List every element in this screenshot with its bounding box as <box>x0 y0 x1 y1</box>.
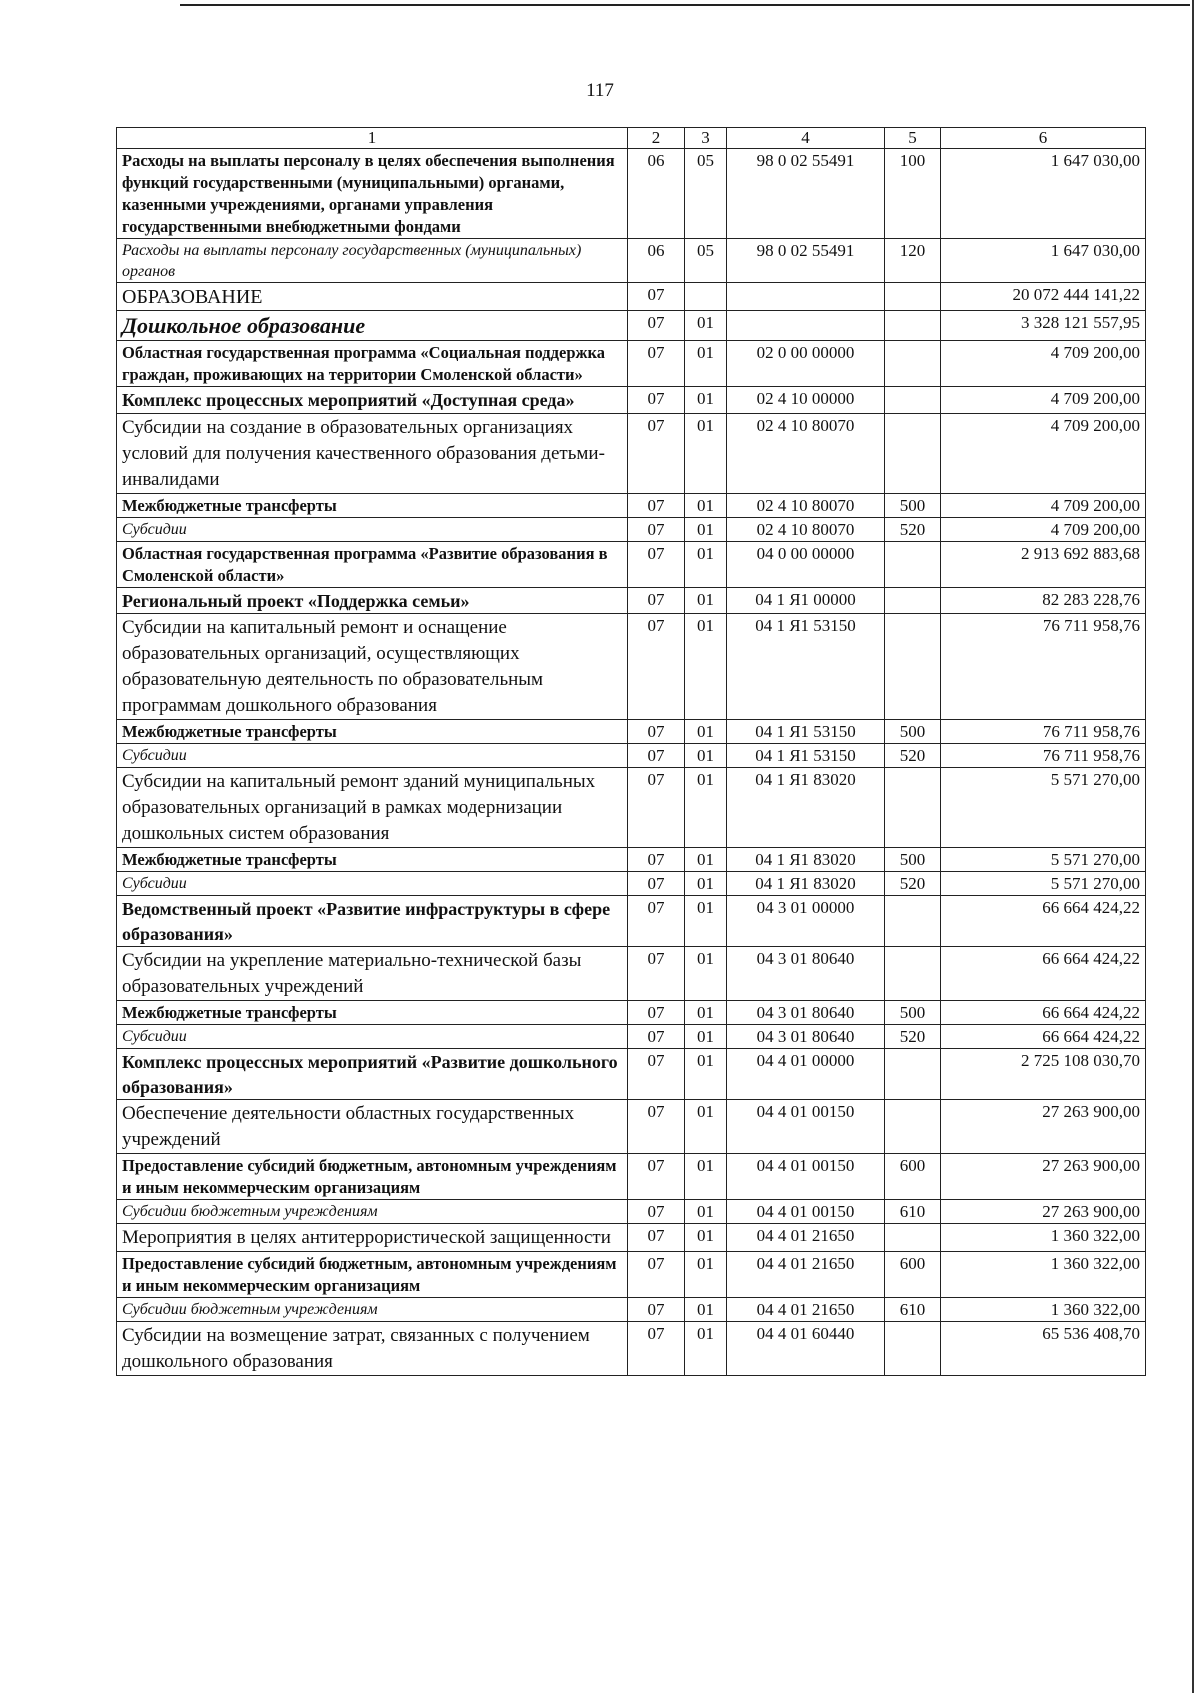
row-amount-cell: 1 360 322,00 <box>941 1298 1146 1322</box>
row-expense-type-cell: 500 <box>885 720 941 744</box>
row-amount-cell: 5 571 270,00 <box>941 872 1146 896</box>
budget-table <box>116 127 1146 1376</box>
row-name-cell: Субсидии бюджетным учреждениям <box>117 1200 628 1224</box>
row-amount-cell: 4 709 200,00 <box>941 493 1146 517</box>
row-subsection-cell: 01 <box>685 1200 727 1224</box>
header-col-6: 6 <box>941 128 1146 149</box>
row-expense-type-cell <box>885 947 941 1001</box>
row-subsection-cell: 01 <box>685 587 727 614</box>
table-row <box>117 947 1146 1001</box>
row-subsection-cell: 01 <box>685 1298 727 1322</box>
row-amount-cell: 27 263 900,00 <box>941 1154 1146 1200</box>
row-amount-cell: 66 664 424,22 <box>941 947 1146 1001</box>
table-row <box>117 493 1146 517</box>
scan-top-edge <box>180 4 1190 6</box>
row-section-cell: 07 <box>628 1100 685 1154</box>
row-target-article-cell: 98 0 02 55491 <box>727 149 885 239</box>
row-expense-type-cell: 500 <box>885 848 941 872</box>
row-target-article-cell: 02 4 10 80070 <box>727 413 885 493</box>
row-name-cell: Региональный проект «Поддержка семьи» <box>117 587 628 614</box>
row-target-article-cell: 02 4 10 80070 <box>727 493 885 517</box>
row-amount-cell: 1 360 322,00 <box>941 1252 1146 1298</box>
row-name-cell: Ведомственный проект «Развитие инфраструктуры в сфере образования» <box>117 896 628 947</box>
row-subsection-cell: 01 <box>685 614 727 720</box>
row-target-article-cell: 04 1 Я1 53150 <box>727 744 885 768</box>
table-row <box>117 872 1146 896</box>
row-name-cell: Субсидии <box>117 1025 628 1049</box>
row-target-article-cell: 04 1 Я1 53150 <box>727 720 885 744</box>
row-section-cell: 07 <box>628 283 685 311</box>
table-row <box>117 614 1146 720</box>
row-subsection-cell: 01 <box>685 896 727 947</box>
row-amount-cell: 1 647 030,00 <box>941 239 1146 283</box>
row-subsection-cell <box>685 283 727 311</box>
row-target-article-cell: 04 4 01 00150 <box>727 1200 885 1224</box>
row-name-cell: Областная государственная программа «Развитие образования в Смоленской области» <box>117 541 628 587</box>
row-target-article-cell: 04 4 01 21650 <box>727 1298 885 1322</box>
row-section-cell: 07 <box>628 896 685 947</box>
row-amount-cell: 3 328 121 557,95 <box>941 311 1146 341</box>
row-target-article-cell: 04 1 Я1 00000 <box>727 587 885 614</box>
row-target-article-cell: 04 3 01 80640 <box>727 1025 885 1049</box>
table-row <box>117 1322 1146 1376</box>
row-section-cell: 07 <box>628 311 685 341</box>
row-section-cell: 07 <box>628 947 685 1001</box>
row-section-cell: 07 <box>628 1252 685 1298</box>
row-subsection-cell: 01 <box>685 493 727 517</box>
row-subsection-cell: 01 <box>685 947 727 1001</box>
row-expense-type-cell <box>885 896 941 947</box>
row-section-cell: 07 <box>628 872 685 896</box>
row-subsection-cell: 01 <box>685 872 727 896</box>
row-amount-cell: 27 263 900,00 <box>941 1200 1146 1224</box>
row-target-article-cell: 02 4 10 80070 <box>727 517 885 541</box>
table-row <box>117 1154 1146 1200</box>
row-section-cell: 07 <box>628 1154 685 1200</box>
row-name-cell: Субсидии <box>117 744 628 768</box>
row-amount-cell: 76 711 958,76 <box>941 720 1146 744</box>
scan-right-edge <box>1192 0 1194 1693</box>
row-name-cell: Субсидии <box>117 517 628 541</box>
row-subsection-cell: 01 <box>685 1001 727 1025</box>
row-expense-type-cell <box>885 341 941 387</box>
row-target-article-cell: 04 4 01 00000 <box>727 1049 885 1100</box>
row-subsection-cell: 01 <box>685 517 727 541</box>
row-expense-type-cell: 610 <box>885 1298 941 1322</box>
row-name-cell: ОБРАЗОВАНИЕ <box>117 283 628 311</box>
row-section-cell: 07 <box>628 493 685 517</box>
row-expense-type-cell: 610 <box>885 1200 941 1224</box>
row-expense-type-cell <box>885 413 941 493</box>
row-target-article-cell: 04 1 Я1 53150 <box>727 614 885 720</box>
table-row <box>117 1001 1146 1025</box>
table-row <box>117 541 1146 587</box>
row-subsection-cell: 05 <box>685 149 727 239</box>
row-expense-type-cell: 500 <box>885 493 941 517</box>
row-name-cell: Комплекс процессных мероприятий «Развитие дошкольного образования» <box>117 1049 628 1100</box>
row-name-cell: Предоставление субсидий бюджетным, автономным учреждениям и иным некоммерческим организациям <box>117 1252 628 1298</box>
page-number: 117 <box>586 80 614 101</box>
row-expense-type-cell: 500 <box>885 1001 941 1025</box>
row-target-article-cell: 04 1 Я1 83020 <box>727 768 885 848</box>
row-section-cell: 07 <box>628 541 685 587</box>
row-amount-cell: 66 664 424,22 <box>941 1001 1146 1025</box>
row-amount-cell: 76 711 958,76 <box>941 614 1146 720</box>
table-row <box>117 768 1146 848</box>
row-section-cell: 07 <box>628 1049 685 1100</box>
row-section-cell: 06 <box>628 239 685 283</box>
table-row <box>117 239 1146 283</box>
row-section-cell: 07 <box>628 720 685 744</box>
row-section-cell: 07 <box>628 614 685 720</box>
row-section-cell: 06 <box>628 149 685 239</box>
row-name-cell: Субсидии <box>117 872 628 896</box>
row-expense-type-cell: 520 <box>885 1025 941 1049</box>
row-expense-type-cell: 600 <box>885 1252 941 1298</box>
row-amount-cell: 66 664 424,22 <box>941 1025 1146 1049</box>
row-name-cell: Обеспечение деятельности областных государственных учреждений <box>117 1100 628 1154</box>
row-target-article-cell: 04 1 Я1 83020 <box>727 848 885 872</box>
row-target-article-cell <box>727 283 885 311</box>
row-expense-type-cell <box>885 1224 941 1252</box>
row-amount-cell: 66 664 424,22 <box>941 896 1146 947</box>
row-name-cell: Межбюджетные трансферты <box>117 720 628 744</box>
row-section-cell: 07 <box>628 1025 685 1049</box>
table-row <box>117 1049 1146 1100</box>
row-target-article-cell: 02 4 10 00000 <box>727 387 885 414</box>
row-name-cell: Субсидии на укрепление материально-технической базы образовательных учреждений <box>117 947 628 1001</box>
row-subsection-cell: 05 <box>685 239 727 283</box>
row-amount-cell: 4 709 200,00 <box>941 413 1146 493</box>
table-row <box>117 896 1146 947</box>
row-target-article-cell: 98 0 02 55491 <box>727 239 885 283</box>
row-amount-cell: 1 360 322,00 <box>941 1224 1146 1252</box>
row-amount-cell: 4 709 200,00 <box>941 341 1146 387</box>
row-subsection-cell: 01 <box>685 1252 727 1298</box>
row-name-cell: Областная государственная программа «Социальная поддержка граждан, проживающих на территории Смоленской области» <box>117 341 628 387</box>
row-expense-type-cell <box>885 541 941 587</box>
row-target-article-cell: 04 3 01 80640 <box>727 947 885 1001</box>
row-section-cell: 07 <box>628 1001 685 1025</box>
row-amount-cell: 2 725 108 030,70 <box>941 1049 1146 1100</box>
row-amount-cell: 5 571 270,00 <box>941 768 1146 848</box>
table-row <box>117 341 1146 387</box>
row-expense-type-cell: 520 <box>885 872 941 896</box>
row-expense-type-cell <box>885 1049 941 1100</box>
row-amount-cell: 82 283 228,76 <box>941 587 1146 614</box>
row-name-cell: Субсидии на возмещение затрат, связанных с получением дошкольного образования <box>117 1322 628 1376</box>
row-subsection-cell: 01 <box>685 541 727 587</box>
row-expense-type-cell <box>885 1322 941 1376</box>
row-subsection-cell: 01 <box>685 413 727 493</box>
row-target-article-cell: 02 0 00 00000 <box>727 341 885 387</box>
row-expense-type-cell <box>885 1100 941 1154</box>
row-subsection-cell: 01 <box>685 768 727 848</box>
row-expense-type-cell: 600 <box>885 1154 941 1200</box>
header-col-4: 4 <box>727 128 885 149</box>
row-expense-type-cell <box>885 587 941 614</box>
row-name-cell: Субсидии на капитальный ремонт зданий муниципальных образовательных организаций в рамках модернизации дошкольных систем образования <box>117 768 628 848</box>
row-name-cell: Субсидии на создание в образовательных организациях условий для получения качественного образования детьми-инвалидами <box>117 413 628 493</box>
table-row <box>117 413 1146 493</box>
row-name-cell: Субсидии бюджетным учреждениям <box>117 1298 628 1322</box>
row-expense-type-cell <box>885 311 941 341</box>
row-name-cell: Предоставление субсидий бюджетным, автономным учреждениям и иным некоммерческим организациям <box>117 1154 628 1200</box>
table-row <box>117 1298 1146 1322</box>
row-expense-type-cell <box>885 768 941 848</box>
row-name-cell: Межбюджетные трансферты <box>117 1001 628 1025</box>
table-row <box>117 587 1146 614</box>
row-expense-type-cell <box>885 614 941 720</box>
table-row <box>117 1224 1146 1252</box>
row-target-article-cell: 04 3 01 00000 <box>727 896 885 947</box>
row-name-cell: Дошкольное образование <box>117 311 628 341</box>
row-subsection-cell: 01 <box>685 1100 727 1154</box>
row-target-article-cell <box>727 311 885 341</box>
header-col-2: 2 <box>628 128 685 149</box>
row-subsection-cell: 01 <box>685 1049 727 1100</box>
row-subsection-cell: 01 <box>685 341 727 387</box>
row-name-cell: Расходы на выплаты персоналу в целях обеспечения выполнения функций государственными (муниципальными) органами, казенными учреждениями, органами управления государственными внебюджетными фондами <box>117 149 628 239</box>
row-section-cell: 07 <box>628 1298 685 1322</box>
header-col-1: 1 <box>117 128 628 149</box>
row-target-article-cell: 04 3 01 80640 <box>727 1001 885 1025</box>
row-section-cell: 07 <box>628 744 685 768</box>
header-col-3: 3 <box>685 128 727 149</box>
row-amount-cell: 4 709 200,00 <box>941 387 1146 414</box>
row-subsection-cell: 01 <box>685 1322 727 1376</box>
row-section-cell: 07 <box>628 517 685 541</box>
row-amount-cell: 65 536 408,70 <box>941 1322 1146 1376</box>
row-section-cell: 07 <box>628 341 685 387</box>
row-name-cell: Мероприятия в целях антитеррористической защищенности <box>117 1224 628 1252</box>
table-row <box>117 744 1146 768</box>
table-row <box>117 283 1146 311</box>
table-row <box>117 1200 1146 1224</box>
table-row <box>117 517 1146 541</box>
row-target-article-cell: 04 4 01 00150 <box>727 1100 885 1154</box>
row-name-cell: Субсидии на капитальный ремонт и оснащение образовательных организаций, осуществляющих образовательную деятельность по образовательным программам дошкольного образования <box>117 614 628 720</box>
row-amount-cell: 1 647 030,00 <box>941 149 1146 239</box>
row-section-cell: 07 <box>628 848 685 872</box>
row-subsection-cell: 01 <box>685 848 727 872</box>
header-col-5: 5 <box>885 128 941 149</box>
row-target-article-cell: 04 4 01 21650 <box>727 1224 885 1252</box>
row-subsection-cell: 01 <box>685 744 727 768</box>
row-subsection-cell: 01 <box>685 387 727 414</box>
table-header-row <box>117 128 1146 149</box>
row-subsection-cell: 01 <box>685 311 727 341</box>
row-expense-type-cell: 100 <box>885 149 941 239</box>
row-amount-cell: 76 711 958,76 <box>941 744 1146 768</box>
table-row <box>117 1252 1146 1298</box>
row-amount-cell: 4 709 200,00 <box>941 517 1146 541</box>
row-section-cell: 07 <box>628 1200 685 1224</box>
table-row <box>117 387 1146 414</box>
row-target-article-cell: 04 4 01 21650 <box>727 1252 885 1298</box>
row-target-article-cell: 04 4 01 00150 <box>727 1154 885 1200</box>
row-expense-type-cell <box>885 283 941 311</box>
row-section-cell: 07 <box>628 413 685 493</box>
row-target-article-cell: 04 4 01 60440 <box>727 1322 885 1376</box>
row-expense-type-cell: 520 <box>885 744 941 768</box>
row-name-cell: Межбюджетные трансферты <box>117 848 628 872</box>
row-amount-cell: 5 571 270,00 <box>941 848 1146 872</box>
table-row <box>117 720 1146 744</box>
table-row <box>117 1025 1146 1049</box>
row-subsection-cell: 01 <box>685 720 727 744</box>
row-section-cell: 07 <box>628 768 685 848</box>
row-amount-cell: 20 072 444 141,22 <box>941 283 1146 311</box>
row-section-cell: 07 <box>628 387 685 414</box>
table-row <box>117 149 1146 239</box>
row-subsection-cell: 01 <box>685 1025 727 1049</box>
row-amount-cell: 27 263 900,00 <box>941 1100 1146 1154</box>
row-section-cell: 07 <box>628 1224 685 1252</box>
row-target-article-cell: 04 1 Я1 83020 <box>727 872 885 896</box>
row-subsection-cell: 01 <box>685 1154 727 1200</box>
table-row <box>117 1100 1146 1154</box>
row-name-cell: Расходы на выплаты персоналу государственных (муниципальных) органов <box>117 239 628 283</box>
row-name-cell: Комплекс процессных мероприятий «Доступная среда» <box>117 387 628 414</box>
row-section-cell: 07 <box>628 1322 685 1376</box>
row-expense-type-cell <box>885 387 941 414</box>
row-name-cell: Межбюджетные трансферты <box>117 493 628 517</box>
table-body <box>117 149 1146 1376</box>
row-target-article-cell: 04 0 00 00000 <box>727 541 885 587</box>
row-subsection-cell: 01 <box>685 1224 727 1252</box>
table-row <box>117 311 1146 341</box>
row-expense-type-cell: 520 <box>885 517 941 541</box>
row-amount-cell: 2 913 692 883,68 <box>941 541 1146 587</box>
table-row <box>117 848 1146 872</box>
row-expense-type-cell: 120 <box>885 239 941 283</box>
row-section-cell: 07 <box>628 587 685 614</box>
